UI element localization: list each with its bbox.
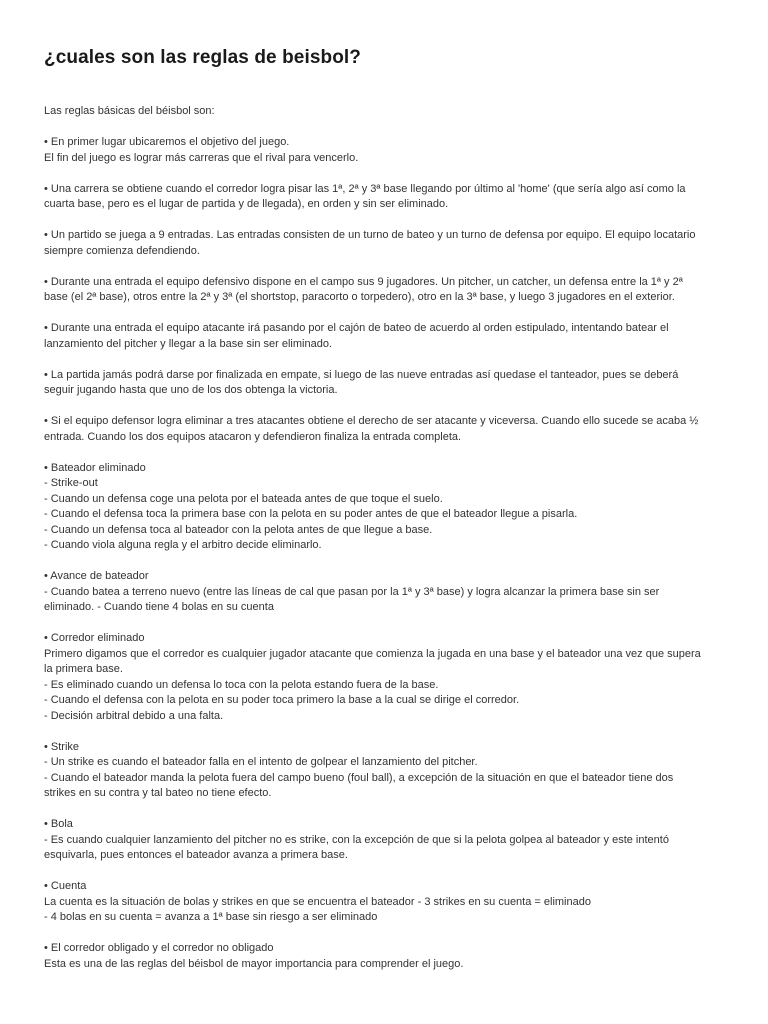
text-line: esquivarla, pues entonces el bateador avanza a primera base. <box>44 849 348 861</box>
paragraph-gap <box>44 554 728 570</box>
text-line: entrada. Cuando los dos equipos atacaron y defendieron finaliza la entrada completa. <box>44 430 462 443</box>
text-line: La cuenta es la situación de bolas y strikes en que se encuentra el bateador - 3 strikes en su cuenta = eliminado <box>44 895 591 908</box>
text-line: Las reglas básicas del béisbol son: <box>44 105 215 117</box>
text-line: - Un strike es cuando el bateador falla en el intento de golpear el lanzamiento del pitcher. <box>44 756 478 768</box>
text-line: • Un partido se juega a 9 entradas. Las entradas consisten de un turno de bateo y un turno de defensa por equipo. El equipo locatario <box>44 229 696 241</box>
paragraph <box>44 569 728 616</box>
text-line: • Corredor eliminado <box>44 632 145 644</box>
paragraph-gap <box>44 616 728 632</box>
text-line: la primera base. <box>44 663 123 675</box>
text-line: - Cuando viola alguna regla y el arbitro decide eliminarlo. <box>44 539 322 551</box>
paragraph <box>44 182 728 213</box>
document-body <box>44 104 728 972</box>
text-line: • La partida jamás podrá darse por finalizada en empate, si luego de las nueve entradas así quedase el tanteador, pues se deberá <box>44 368 679 381</box>
paragraph <box>44 879 728 926</box>
text-line: lanzamiento del pitcher y llegar a la base sin ser eliminado. <box>44 337 332 350</box>
text-line: - Decisión arbitral debido a una falta. <box>44 709 224 722</box>
text-line: • Bola <box>44 818 73 830</box>
text-line: cuarta base, pero es el lugar de partida y de llegada), en orden y sin ser eliminado. <box>44 198 449 210</box>
text-line: • Durante una entrada el equipo atacante irá pasando por el cajón de bateo de acuerdo al orden estipulado, intentando batear el <box>44 322 669 334</box>
text-line: siempre comienza defendiendo. <box>44 244 200 257</box>
paragraph <box>44 321 728 352</box>
paragraph-gap <box>44 306 728 322</box>
paragraph <box>44 631 728 724</box>
paragraph-gap <box>44 352 728 368</box>
paragraph <box>44 104 728 120</box>
text-line: Primero digamos que el corredor es cualquier jugador atacante que comienza la jugada en una base y el bateador una vez que supera <box>44 647 701 660</box>
text-line: • Bateador eliminado <box>44 461 146 474</box>
text-line: El fin del juego es lograr más carreras que el rival para vencerlo. <box>44 151 359 164</box>
paragraph <box>44 368 728 399</box>
text-line: • El corredor obligado y el corredor no obligado <box>44 942 274 954</box>
paragraph <box>44 740 728 802</box>
text-line: • Durante una entrada el equipo defensivo dispone en el campo sus 9 jugadores. Un pitcher, un catcher, un defensa entre la 1ª y 2ª <box>44 275 683 288</box>
text-line: • Si el equipo defensor logra eliminar a tres atacantes obtiene el derecho de ser atacante y viceversa. Cuando ello sucede se acaba ½ <box>44 415 699 427</box>
text-line: - Cuando batea a terreno nuevo (entre las líneas de cal que pasan por la 1ª y 3ª base) y logra alcanzar la primera base sin ser <box>44 585 660 598</box>
text-line: - Cuando el defensa toca la primera base con la pelota en su poder antes de que el bateador llegue a pisarla. <box>44 508 578 520</box>
text-line: base (el 2ª base), otros entre la 2ª y 3ª (el shortstop, paracorto o torpedero), otro en la 3ª base, y luego 3 jugadores en el exterior. <box>44 291 675 303</box>
paragraph-gap <box>44 259 728 275</box>
text-line: - Cuando el defensa con la pelota en su poder toca primero la base a la cual se dirige el corredor. <box>44 694 520 706</box>
text-line: - Cuando un defensa coge una pelota por el bateada antes de que toque el suelo. <box>44 492 443 505</box>
paragraph-gap <box>44 166 728 182</box>
paragraph-gap <box>44 120 728 136</box>
text-line: - 4 bolas en su cuenta = avanza a 1ª base sin riesgo a ser eliminado <box>44 911 378 923</box>
text-line: seguir jugando hasta que uno de los dos obtenga la victoria. <box>44 384 338 396</box>
paragraph-gap <box>44 399 728 415</box>
text-line: - Strike-out <box>44 477 98 489</box>
paragraph-gap <box>44 864 728 880</box>
paragraph-gap <box>44 926 728 942</box>
text-line: - Es eliminado cuando un defensa lo toca con la pelota estando fuera de la base. <box>44 678 439 691</box>
text-line: eliminado. - Cuando tiene 4 bolas en su cuenta <box>44 601 274 613</box>
text-line: - Cuando un defensa toca al bateador con la pelota antes de que llegue a base. <box>44 523 433 536</box>
paragraph-gap <box>44 802 728 818</box>
text-line: • Strike <box>44 740 80 753</box>
text-line: • Cuenta <box>44 880 87 892</box>
paragraph <box>44 461 728 554</box>
paragraph <box>44 228 728 259</box>
paragraph <box>44 275 728 306</box>
text-line: • Una carrera se obtiene cuando el corredor logra pisar las 1ª, 2ª y 3ª base llegando por último al 'home' (que sería algo así como la <box>44 182 686 195</box>
paragraph-gap <box>44 213 728 229</box>
text-line: Esta es una de las reglas del béisbol de mayor importancia para comprender el juego. <box>44 957 464 970</box>
paragraph-gap <box>44 724 728 740</box>
paragraph-gap <box>44 445 728 461</box>
paragraph <box>44 414 728 445</box>
text-line: • Avance de bateador <box>44 570 149 582</box>
text-line: - Cuando el bateador manda la pelota fuera del campo bueno (foul ball), a excepción de la situación en que el bateador tiene dos <box>44 771 674 784</box>
paragraph <box>44 135 728 166</box>
text-line: strikes en su contra y tal bateo no tiene efecto. <box>44 787 272 799</box>
paragraph <box>44 941 728 972</box>
paragraph <box>44 817 728 864</box>
text-line: • En primer lugar ubicaremos el objetivo del juego. <box>44 136 290 148</box>
text-line: - Es cuando cualquier lanzamiento del pitcher no es strike, con la excepción de que si la pelota golpea al bateador y este intentó <box>44 833 669 846</box>
page-title: ¿cuales son las reglas de beisbol? <box>44 47 362 68</box>
